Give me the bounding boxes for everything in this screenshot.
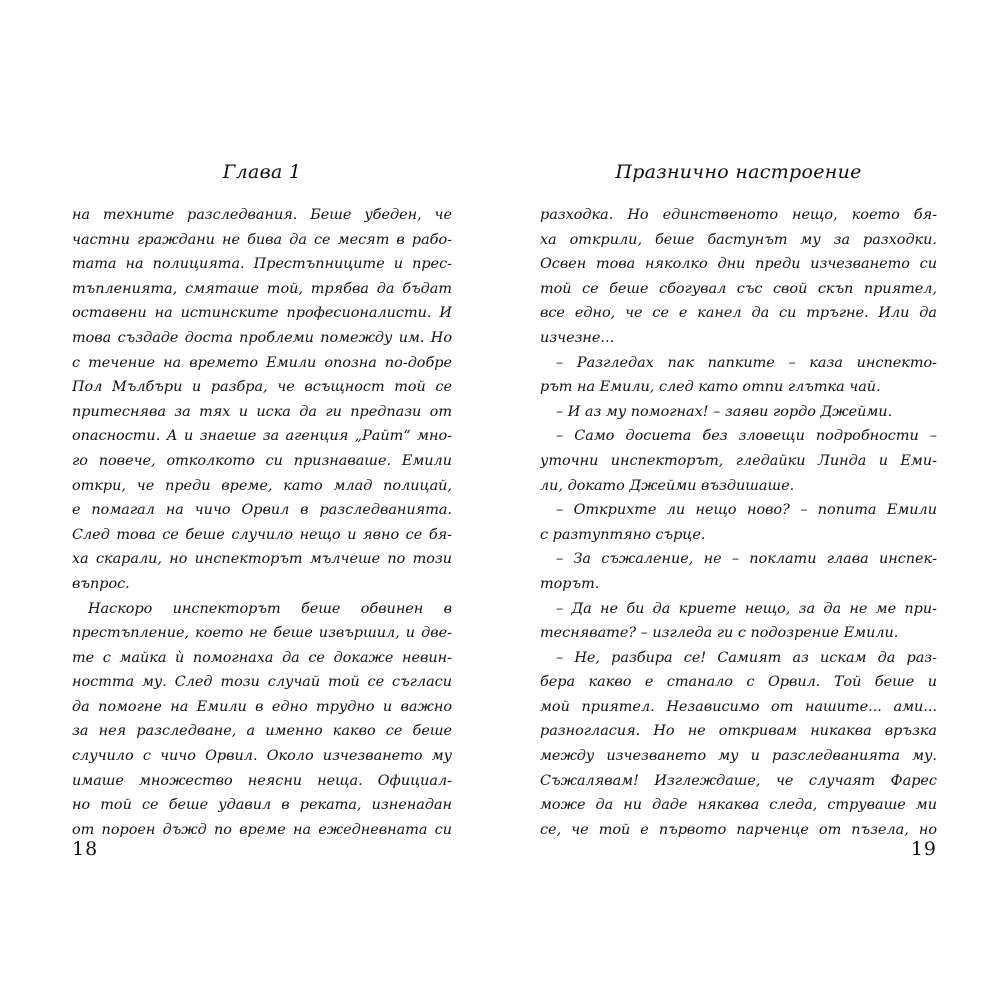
text-line: да помогне на Емили в едно трудно и важно xyxy=(72,698,452,715)
text-line: случило с чичо Орвил. Около изчезването му xyxy=(72,748,452,765)
text-line: разногласия. Но не откривам никаква връзка xyxy=(540,723,937,740)
text-line: може да ни даде някаква следа, струваше ми xyxy=(540,797,937,814)
text-line: между изчезването му и разследванията му. xyxy=(540,748,937,765)
text-line: го повече, отколкото си признаваше. Емили xyxy=(72,452,452,469)
left-page-body xyxy=(72,203,452,842)
text-line: тъпленията, смяташе той, трябва да бъдат xyxy=(72,280,452,297)
text-line: Освен това няколко дни преди изчезването си xyxy=(540,256,937,273)
text-line: все едно, че се е канел да си тръгне. Или да xyxy=(540,305,937,322)
right-page xyxy=(540,0,937,1000)
text-line: с разтуптяно сърце. xyxy=(540,526,706,543)
text-line: Наскоро инспекторът беше обвинен в xyxy=(88,600,452,617)
text-line: ността му. След този случай той се съгласи xyxy=(72,674,452,691)
text-line: за нея разследване, а именно какво се беше xyxy=(72,723,452,740)
text-line: се, че той е първото парченце от пъзела, но xyxy=(540,821,937,838)
text-line: ха скарали, но инспекторът мълчеше по този xyxy=(72,551,452,568)
left-page-number: 18 xyxy=(72,838,99,860)
text-line: частни граждани не бива да се месят в рабо- xyxy=(72,231,452,248)
text-line: теснявате? – изгледа ги с подозрение Емили. xyxy=(540,625,899,642)
text-line: опасности. А и знаеше за агенция „Райт“ мно- xyxy=(72,428,452,445)
text-line: – Да не би да криете нещо, за да не ме при- xyxy=(556,600,937,617)
text-line: това създаде доста проблеми помежду им. Но xyxy=(72,329,452,346)
text-line: уточни инспекторът, гледайки Линда и Еми- xyxy=(540,452,937,469)
text-line: изчезне... xyxy=(540,329,615,346)
text-line: – Само досиета без зловещи подробности – xyxy=(556,428,937,445)
text-line: имаше множество неясни неща. Официал- xyxy=(72,772,452,789)
text-line: рът на Емили, след като отпи глътка чай. xyxy=(540,379,881,396)
text-line: – За съжаление, не – поклати глава инспек- xyxy=(556,551,937,568)
text-line: те с майка ѝ помогнаха да се докаже невин- xyxy=(72,649,452,666)
text-line: е помагал на чичо Орвил в разследванията. xyxy=(72,502,452,519)
text-line: той се беше сбогувал със свой скъп приятел, xyxy=(540,280,937,297)
text-line: въпрос. xyxy=(72,575,130,592)
text-line: торът. xyxy=(540,575,600,592)
left-page xyxy=(72,0,452,1000)
text-line: престъпление, което не беше извършил, и двe- xyxy=(72,625,452,642)
text-line: тата на полицията. Престъпниците и прес- xyxy=(72,256,452,273)
text-line: ха открили, беше бастунът му за разходки. xyxy=(540,231,937,248)
chapter-running-head: Глава 1 xyxy=(222,161,302,183)
text-line: Съжалявам! Изглеждаше, че случаят Фарес xyxy=(540,772,937,789)
text-line: от пороен дъжд по време на ежедневната си xyxy=(72,821,452,838)
text-line: но той се беше удавил в реката, изненадан xyxy=(72,797,452,814)
text-line: – Открихте ли нещо ново? – попита Емили xyxy=(556,502,937,519)
text-line: разходка. Но единственото нещо, което бя- xyxy=(540,207,937,223)
text-line: Пол Мълбъри и разбра, че всъщност той се xyxy=(72,379,452,396)
text-line: бера какво е станало с Орвил. Той беше и xyxy=(540,674,937,691)
title-running-head: Празнично настроение xyxy=(615,161,862,183)
text-line: мой приятел. Независимо от нашите... ами... xyxy=(540,698,937,715)
right-page-number: 19 xyxy=(910,838,937,860)
text-line: притеснява за тях и иска да ги предпази от xyxy=(72,403,452,420)
text-line: ли, докато Джейми въздишаше. xyxy=(540,477,795,494)
text-line: – Разгледах пак папките – каза инспекто- xyxy=(556,354,937,371)
text-line: с течение на времето Емили опозна по-добре xyxy=(72,354,452,371)
text-line: на техните разследвания. Беше убеден, че xyxy=(72,207,452,223)
text-line: оставени на истинските професионалисти. И xyxy=(72,305,452,322)
text-line: – Не, разбира се! Самият аз искам да раз- xyxy=(556,649,937,666)
text-line: След това се беше случило нещо и явно се бя- xyxy=(72,526,452,543)
text-line: – И аз му помогнах! – заяви гордо Джейми. xyxy=(556,403,893,420)
right-page-body xyxy=(540,203,937,842)
text-line: откри, че преди време, като млад полицай, xyxy=(72,477,452,494)
